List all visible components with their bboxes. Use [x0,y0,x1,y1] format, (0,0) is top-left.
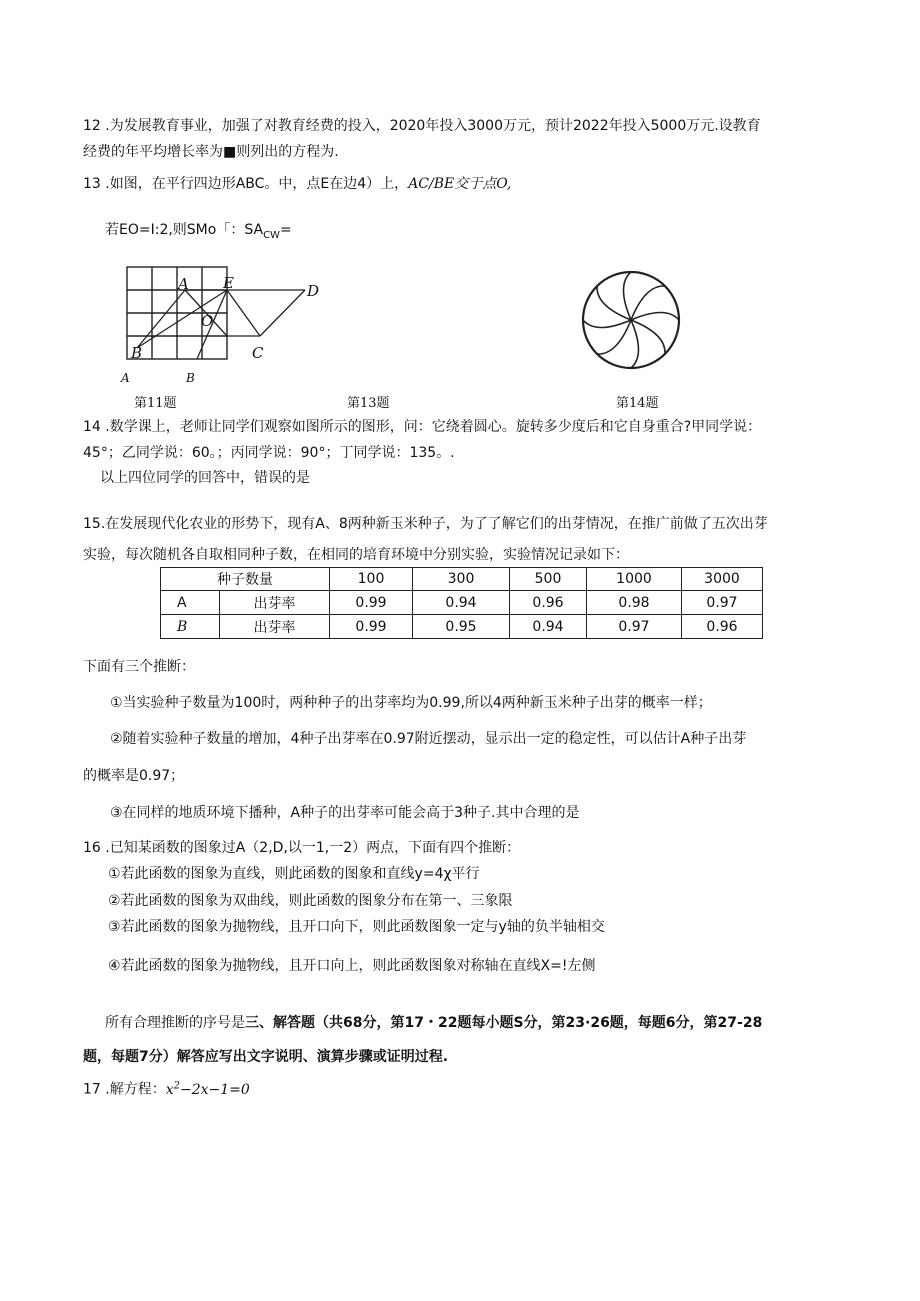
row-label: 出芽率 [220,615,330,639]
q15-inference-2a: ②随着实验种子数量的增加，4种子出芽率在0.97附近摆动，显示出一定的稳定性，可以估计A种子出芽 [110,731,747,747]
q17-eq-sup: 2 [173,1080,180,1091]
seed-table [160,567,763,639]
table-cell: 0.97 [587,615,682,639]
q16-inference-3: ③若此函数的图象为抛物线，且开口向下，则此函数图象一定与y轴的负半轴相交 [108,919,605,935]
table-row [161,615,763,639]
table-cell: 0.98 [587,591,682,615]
table-count: 500 [510,568,587,591]
q13-ratio-end: = [279,222,292,238]
figure-11-13 [115,262,330,387]
table-cell: 0.96 [682,615,763,639]
q13-ratio-text: 若EO=I:2,则SMo「：SA [105,222,264,238]
figure-14-rotation-circle [576,265,686,375]
q16-inference-1: ①若此函数的图象为直线，则此函数的图象和直线y=4χ平行 [108,866,480,882]
q15-inference-2b: 的概率是0.97； [83,768,185,784]
triangle-lines [137,290,227,359]
q13-italic-text: AC∕BE交于点O, [408,176,512,192]
table-cell: 0.96 [510,591,587,615]
section-3-line-1 [105,1013,762,1033]
q17-line [83,1076,250,1100]
q15-inference-intro: 下面有三个推断： [83,659,195,675]
q14-line-2: 45°；乙同学说：60。；丙同学说：90°；丁同学说：135。. [83,445,455,461]
q17-eq-rest: −2x−1=0 [180,1081,250,1098]
label-d: D [307,282,320,300]
label-e: E [223,274,234,292]
q12-line-1: 12 .为发展教育事业，加强了对教育经费的投入，2020年投入3000万元，预计2022年投入5000万元.设教育 [83,118,761,134]
q15-line-1: 15.在发展现代化农业的形势下，现有A、8两种新玉米种子，为了了解它们的出芽情况，在推广前做了五次出芽 [83,516,768,532]
q15-inference-3: ③在同样的地质环境下播种，A种子的出芽率可能会高于3种子.其中合理的是 [110,805,580,821]
q13-line-2 [105,220,292,246]
q17-label: 17 .解方程： [83,1081,166,1098]
table-count: 1000 [587,568,682,591]
q15-line-2: 实验，每次随机各自取相同种子数，在相同的培育环境中分别实验，实验情况记录如下： [83,547,629,563]
q14-line-1: 14 .数学课上，老师让同学们观察如图所示的图形，问：它绕着圆心。旋转多少度后和它自身重合?甲同学说： [83,419,762,435]
label-c: C [252,344,264,362]
q13-line-1 [83,174,511,194]
q17-equation [166,1082,250,1098]
table-cell: 0.95 [413,615,510,639]
caption-fig-14: 第14题 [616,396,659,411]
table-header-row [161,568,763,591]
q16-inference-4: ④若此函数的图象为抛物线，且开口向上，则此函数图象对称轴在直线X=!左侧 [108,958,596,974]
row-name: A [161,591,220,615]
q13-subscript: CW [263,229,280,241]
q14-line-3: 以上四位同学的回答中，错误的是 [100,470,310,486]
row-name: B [161,615,220,639]
row-label: 出芽率 [220,591,330,615]
label-o: O [201,312,214,330]
caption-fig-13: 第13题 [347,396,390,411]
table-header-label: 种子数量 [161,568,330,591]
q17-eq-x: x [165,1081,174,1098]
q13-text: 13 .如图，在平行四边形ABC。中，点E在边4）上， [83,176,409,192]
label-b: B [131,344,143,362]
parallelogram-13 [227,290,305,336]
label-a: A [178,275,189,293]
caption-fig-11: 第11题 [134,396,177,411]
table-count: 100 [330,568,413,591]
section-3-prefix: 所有合理推断的序号是 [105,1015,245,1031]
q15-inference-1: ①当实验种子数量为100时，两种种子的出芽率均为0.99,所以4两种新玉米种子出芽的概率一样； [110,695,712,711]
table-cell: 0.94 [413,591,510,615]
table-cell: 0.97 [682,591,763,615]
table-cell: 0.94 [510,615,587,639]
table-count: 300 [413,568,510,591]
table-row [161,591,763,615]
curved-spokes [583,272,679,368]
table-count: 3000 [682,568,763,591]
q16-line-1: 16 .已知某函数的图象过A（2,D,以一1,一2）两点，下面有四个推断： [83,840,521,856]
q12-line-2: 经费的年平均增长率为■则列出的方程为. [83,144,339,160]
table-cell: 0.99 [330,615,413,639]
table-cell: 0.99 [330,591,413,615]
label-a-bottom: A [121,371,130,385]
section-3-heading: 三、解答题（共68分，第17・22题每小题S分，第23∙26题，每题6分，第27-28 [245,1015,763,1031]
section-3-line-2: 题，每题7分）解答应写出文字说明、演算步骤或证明过程. [83,1049,449,1065]
q16-inference-2: ②若此函数的图象为双曲线，则此函数的图象分布在第一、三象限 [108,893,513,909]
label-b-bottom: B [186,371,195,385]
